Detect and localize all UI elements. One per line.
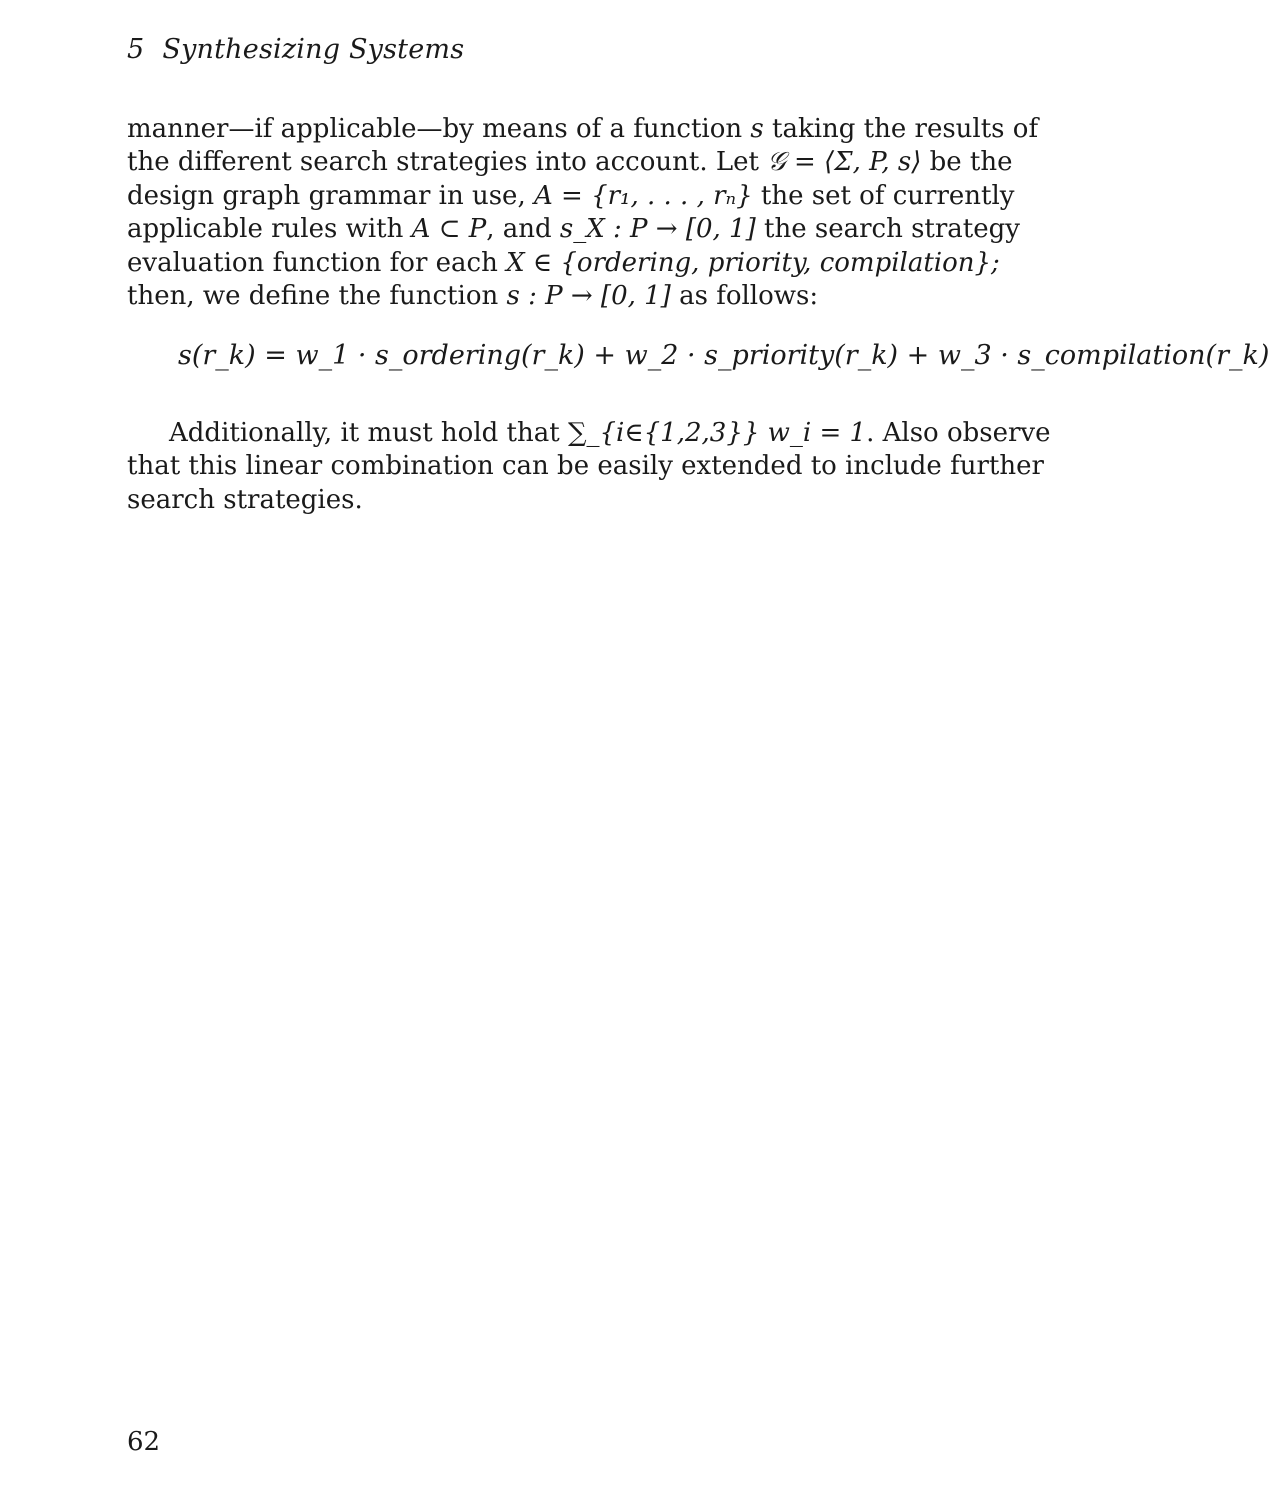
text-line: that this linear combination can be easily extended to include further: [127, 451, 1044, 482]
running-head: [127, 34, 464, 65]
inline-math: 𝒢 = ⟨Σ, P, s⟩: [767, 147, 922, 178]
text-line: manner—if applicable—by means of a function s taking the results of: [127, 114, 1039, 144]
inline-math: ∑_{i∈{1,2,3}} w_i = 1: [567, 418, 867, 448]
chapter-number: 5: [127, 34, 145, 65]
inline-math: s_X : P → [0, 1]: [559, 214, 756, 245]
text-line: evaluation function for each X ∈ {ordering, priority, compilation};: [127, 247, 1000, 278]
text-line: applicable rules with A ⊂ P, and s_X : P → [0, 1] the search strategy: [127, 214, 1020, 245]
text-line: then, we define the function s : P → [0, 1] as follows:: [127, 280, 819, 311]
text-line: design graph grammar in use, A = {r₁, . . . , rₙ} the set of currently: [127, 180, 1015, 211]
paragraph-1: [127, 113, 1039, 313]
text-line: search strategies.: [127, 484, 363, 515]
text-line: the different search strategies into account. Let 𝒢 = ⟨Σ, P, s⟩ be the: [127, 147, 1013, 178]
paragraph-2: [127, 417, 1051, 517]
inline-math: s : P → [0, 1]: [506, 280, 671, 311]
equation-text: s(r_k) = w_1 · s_ordering(r_k) + w_2 · s_priority(r_k) + w_3 · s_compilation(r_k): [178, 340, 1269, 371]
inline-math: X ∈ {ordering, priority, compilation};: [506, 247, 1000, 278]
inline-math: A ⊂ P: [411, 214, 487, 245]
chapter-title: Synthesizing Systems: [162, 34, 465, 65]
inline-math: A = {r₁, . . . , rₙ}: [533, 180, 753, 211]
text-line: Additionally, it must hold that ∑_{i∈{1,2,3}} w_i = 1. Also observe: [169, 418, 1051, 448]
display-equation: [178, 340, 1269, 371]
page-number: 62: [127, 1427, 161, 1457]
